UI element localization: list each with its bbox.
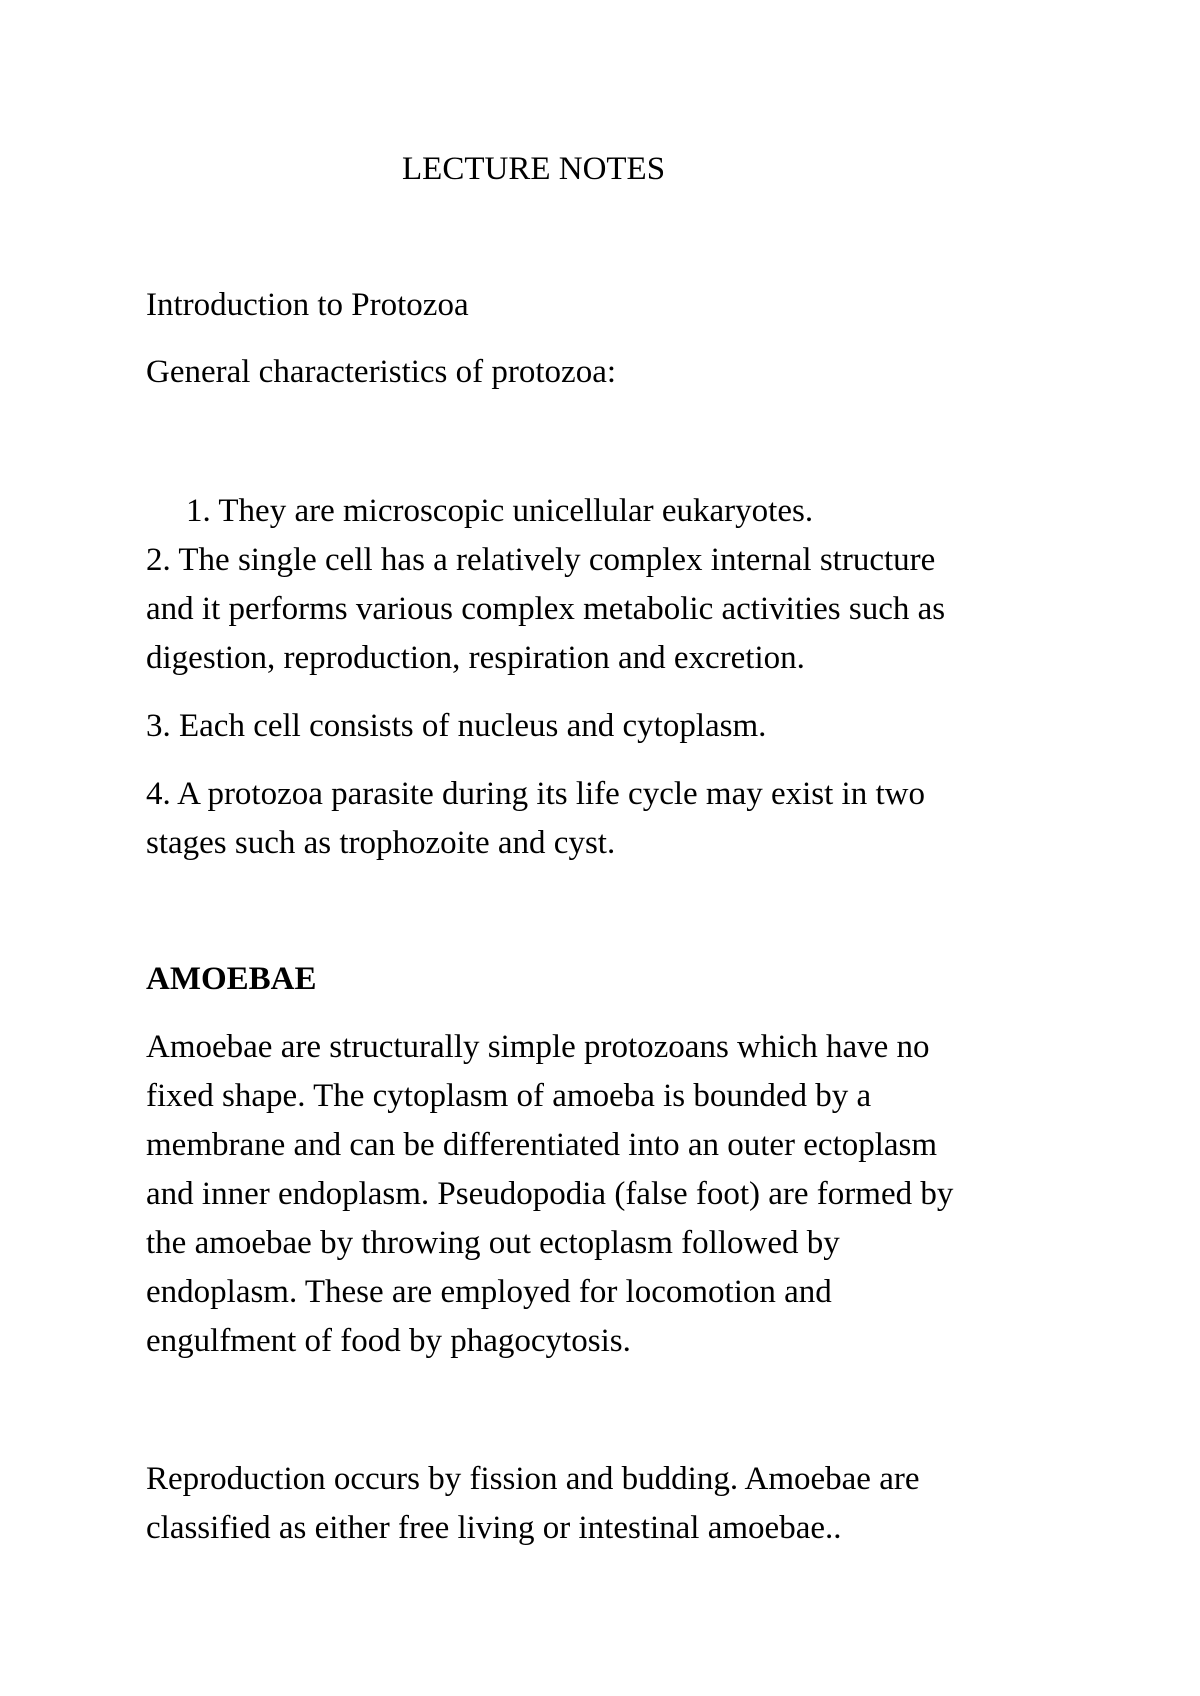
paragraph-line: endoplasm. These are employed for locomotion and	[146, 1274, 832, 1310]
list-item-2-line-1: 2. The single cell has a relatively complex internal structure	[146, 542, 936, 578]
list-item-2-line-2: and it performs various complex metabolic activities such as	[146, 591, 946, 627]
paragraph-line: Amoebae are structurally simple protozoans which have no	[146, 1029, 930, 1065]
list-item-3: 3. Each cell consists of nucleus and cytoplasm.	[146, 708, 767, 744]
paragraph-line: engulfment of food by phagocytosis.	[146, 1323, 631, 1359]
paragraph-line: the amoebae by throwing out ectoplasm followed by	[146, 1225, 840, 1261]
paragraph-line: classified as either free living or intestinal amoebae..	[146, 1510, 842, 1546]
paragraph-line: fixed shape. The cytoplasm of amoeba is bounded by a	[146, 1078, 872, 1114]
characteristics-heading: General characteristics of protozoa:	[146, 354, 617, 390]
list-item-4-line-1: 4. A protozoa parasite during its life cycle may exist in two	[146, 776, 925, 812]
intro-heading: Introduction to Protozoa	[146, 287, 469, 323]
document-title: LECTURE NOTES	[402, 151, 666, 187]
paragraph-line: membrane and can be differentiated into an outer ectoplasm	[146, 1127, 938, 1163]
paragraph-line: and inner endoplasm. Pseudopodia (false foot) are formed by	[146, 1176, 954, 1212]
list-item-4-line-2: stages such as trophozoite and cyst.	[146, 825, 616, 861]
list-item-1: 1. They are microscopic unicellular eukaryotes.	[186, 493, 814, 529]
list-item-2-line-3: digestion, reproduction, respiration and excretion.	[146, 640, 805, 676]
amoebae-heading: AMOEBAE	[146, 961, 317, 997]
paragraph-line: Reproduction occurs by fission and budding. Amoebae are	[146, 1461, 920, 1497]
